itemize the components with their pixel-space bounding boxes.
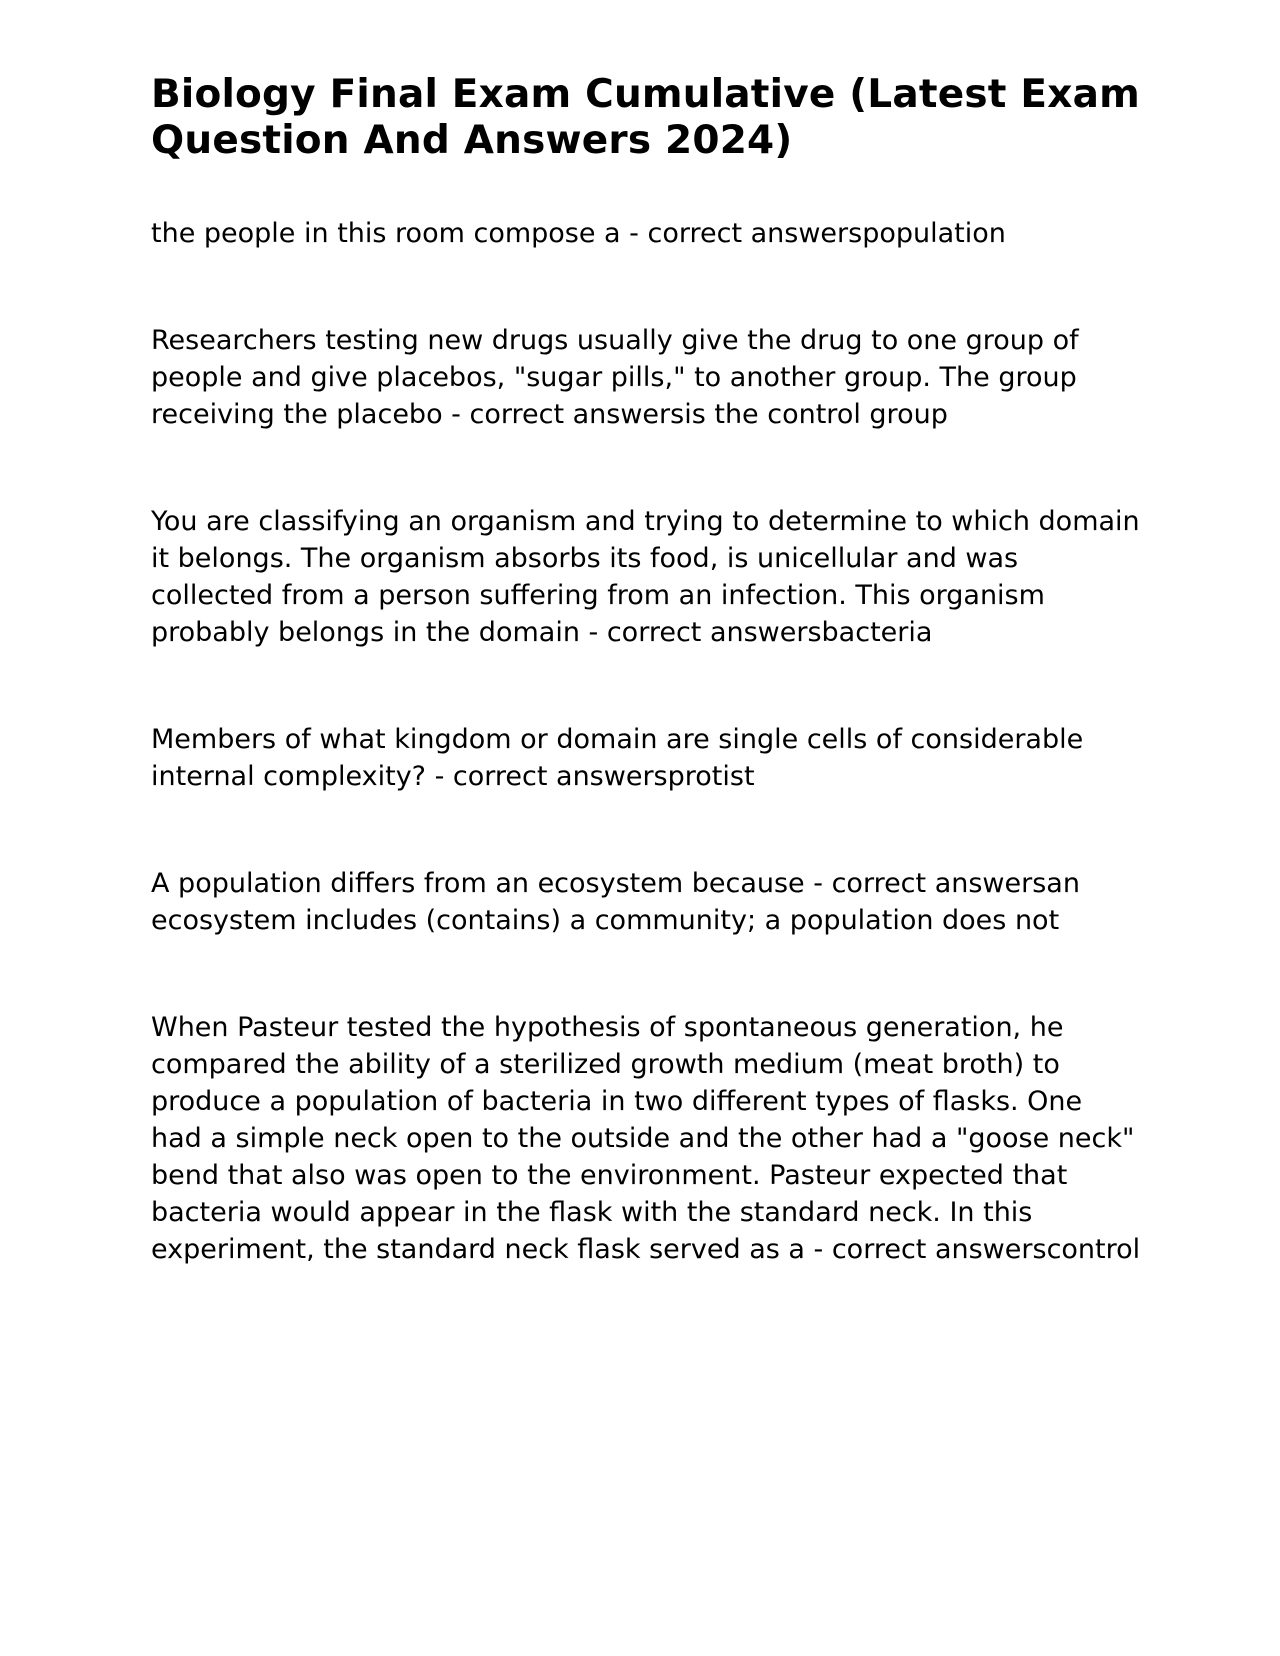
list-item <box>151 503 1141 651</box>
page-title: Biology Final Exam Cumulative (Latest Exam Question And Answers 2024) <box>151 72 1140 163</box>
list-item <box>151 865 1141 939</box>
answer-text: control <box>1046 1234 1141 1265</box>
question-text: Researchers testing new drugs usually give the drug to one group of people and give placebos, "sugar pills," to another group. The group receiving the placebo - correct answers <box>151 325 1079 430</box>
answer-text: protist <box>667 761 755 792</box>
list-item <box>151 322 1141 433</box>
answer-text: is the control group <box>684 399 948 430</box>
list-item <box>151 1009 1141 1268</box>
question-list <box>151 215 1141 1268</box>
question-text: A population differs from an ecosystem because - correct answers <box>151 868 1047 899</box>
question-text: the people in this room compose a - correct answers <box>151 218 863 249</box>
question-text: You are classifying an organism and trying to determine to which domain it belongs. The organism absorbs its food, is unicellular and was collected from a person suffering from an infection. This organism probably belongs in the domain - correct answers <box>151 506 1140 648</box>
answer-text: bacteria <box>821 617 933 648</box>
list-item <box>151 721 1141 795</box>
document-page <box>151 72 1141 1338</box>
question-text: Members of what kingdom or domain are single cells of considerable internal complexity? - correct answers <box>151 724 1084 792</box>
answer-text: population <box>862 218 1006 249</box>
answer-text: an ecosystem includes (contains) a community; a population does not <box>151 868 1080 936</box>
question-text: When Pasteur tested the hypothesis of spontaneous generation, he compared the ability of a sterilized growth medium (meat broth) to produce a population of bacteria in two different types of flasks. One had a simple neck open to the outside and the other had a "goose neck" bend that also was open to the environment. Pasteur expected that bacteria would appear in the flask with the standard neck. In this experiment, the standard neck flask served as a - correct answers <box>151 1012 1135 1265</box>
list-item <box>151 215 1141 252</box>
